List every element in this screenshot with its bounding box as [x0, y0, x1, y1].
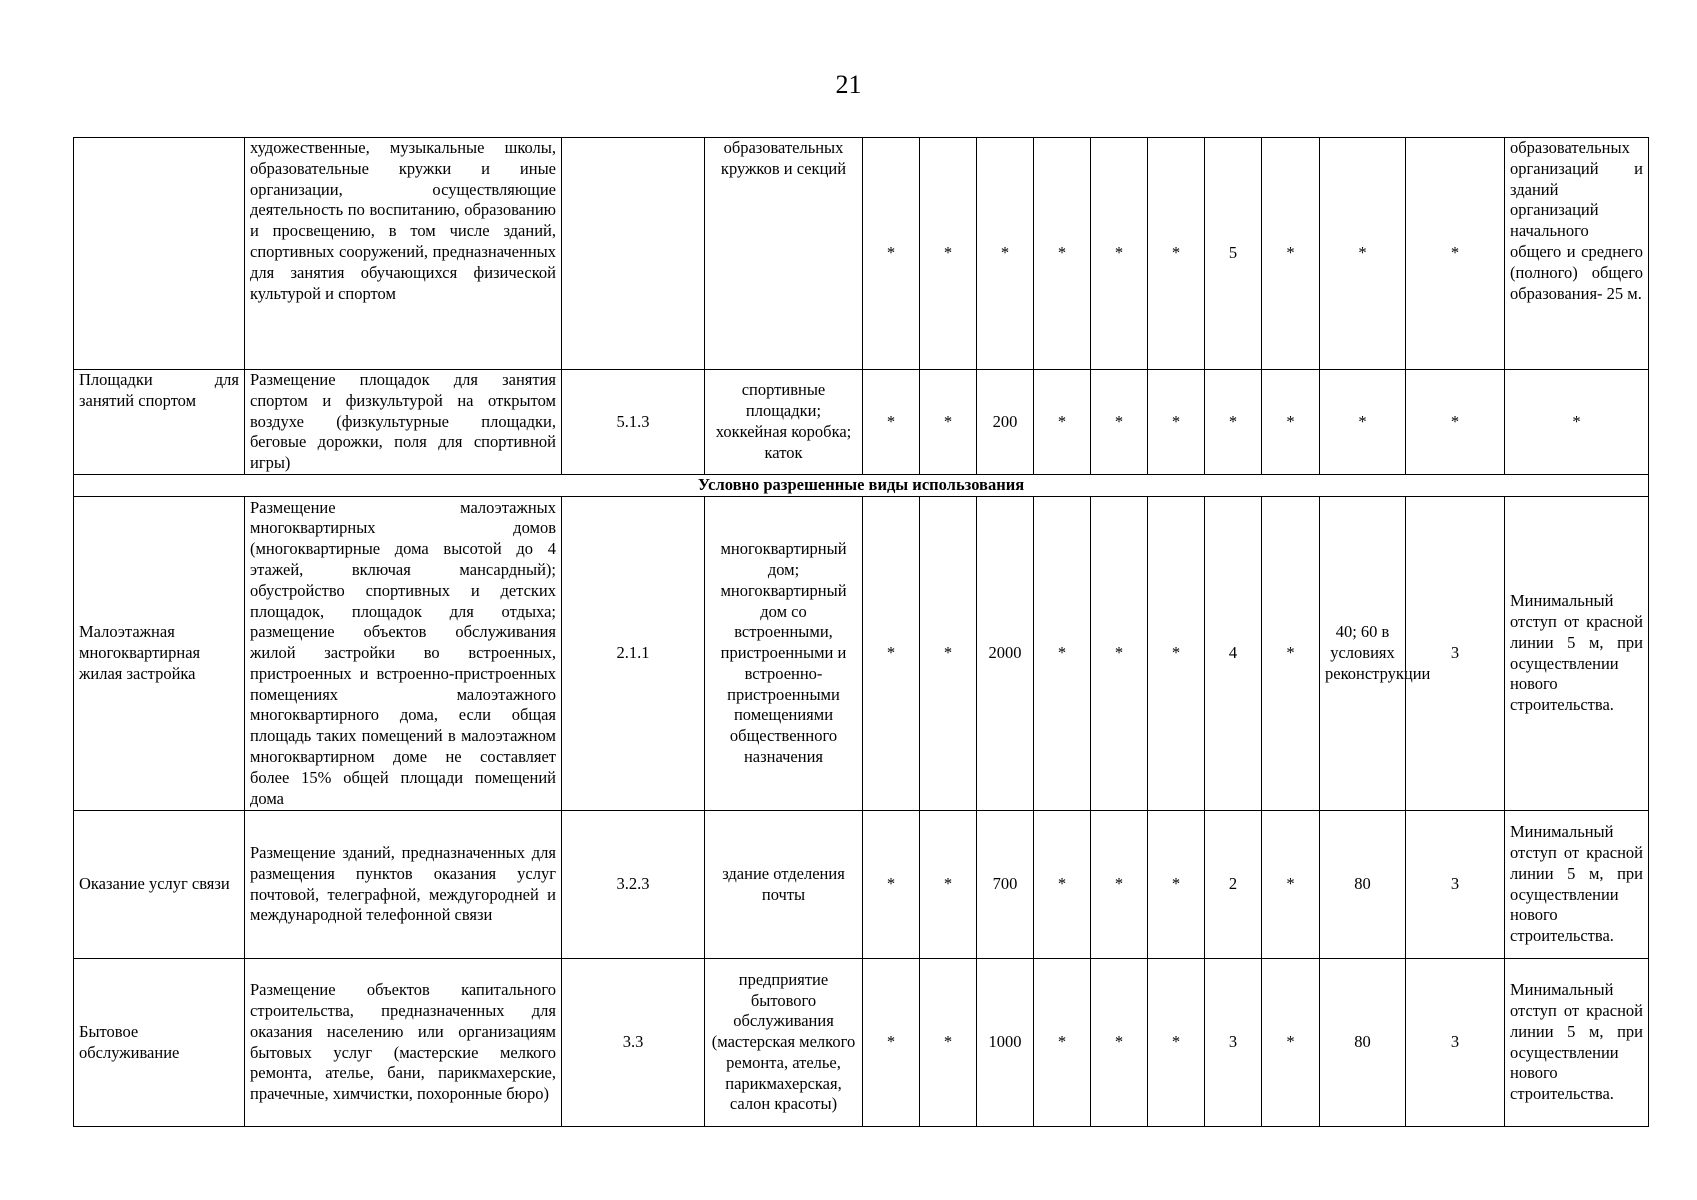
param-cell: * — [1262, 959, 1320, 1127]
table-row — [74, 138, 1649, 370]
param-cell: * — [1262, 138, 1320, 370]
object-type-cell: спортивные площадки; хоккейная коробка; каток — [705, 370, 863, 475]
param-cell: * — [920, 370, 977, 475]
object-type-cell: образовательных кружков и секций — [705, 138, 863, 370]
param-cell: * — [1091, 497, 1148, 811]
param-cell: * — [1034, 138, 1091, 370]
zoning-regulations-table — [73, 137, 1649, 1127]
param-cell: 3 — [1205, 959, 1262, 1127]
param-cell: * — [863, 497, 920, 811]
param-cell: * — [1406, 370, 1505, 475]
param-cell: * — [863, 959, 920, 1127]
table-row — [74, 497, 1649, 811]
param-cell: * — [863, 370, 920, 475]
use-code-cell: 5.1.3 — [562, 370, 705, 475]
param-cell: 4 — [1205, 497, 1262, 811]
param-cell: * — [1091, 811, 1148, 959]
param-cell: * — [1320, 138, 1406, 370]
use-code-cell: 2.1.1 — [562, 497, 705, 811]
param-cell: 3 — [1406, 811, 1505, 959]
use-code-cell: 3.3 — [562, 959, 705, 1127]
restrictions-cell: * — [1505, 370, 1649, 475]
param-cell: 3 — [1406, 959, 1505, 1127]
use-description-cell: Размещение зданий, предназначенных для размещения пунктов оказания услуг почтовой, телеграфной, междугородней и международной телефонной связи — [245, 811, 562, 959]
param-cell: 2000 — [977, 497, 1034, 811]
param-cell: 3 — [1406, 497, 1505, 811]
restrictions-cell: Минимальный отступ от красной линии 5 м, при осуществлении нового строительства. — [1505, 497, 1649, 811]
param-cell: * — [920, 959, 977, 1127]
param-cell: * — [920, 497, 977, 811]
param-cell: * — [1148, 811, 1205, 959]
param-cell: * — [1205, 370, 1262, 475]
object-type-cell: здание отделения почты — [705, 811, 863, 959]
restrictions-cell: Минимальный отступ от красной линии 5 м, при осуществлении нового строительства. — [1505, 811, 1649, 959]
param-cell: * — [920, 811, 977, 959]
param-cell: * — [1406, 138, 1505, 370]
param-cell: 80 — [1320, 959, 1406, 1127]
table-row — [74, 811, 1649, 959]
section-header-row — [74, 475, 1649, 497]
use-name-cell: Малоэтажная многоквартирная жилая застройка — [74, 497, 245, 811]
table-row — [74, 959, 1649, 1127]
param-cell: * — [1034, 959, 1091, 1127]
use-name-cell — [74, 138, 245, 370]
table-row — [74, 370, 1649, 475]
use-code-cell — [562, 138, 705, 370]
use-description-cell: художественные, музыкальные школы, образовательные кружки и иные организации, осуществляющие деятельность по воспитанию, образованию и просвещению, в том числе зданий, спортивных сооружений, предназначенных для занятия обучающихся физической культурой и спортом — [245, 138, 562, 370]
use-description-cell: Размещение площадок для занятия спортом и физкультурой на открытом воздухе (физкультурные площадки, беговые дорожки, поля для спортивной игры) — [245, 370, 562, 475]
param-cell: * — [863, 138, 920, 370]
param-cell: 700 — [977, 811, 1034, 959]
param-cell: * — [1034, 811, 1091, 959]
param-cell: * — [1148, 959, 1205, 1127]
param-cell: 5 — [1205, 138, 1262, 370]
use-description-cell: Размещение объектов капитального строительства, предназначенных для оказания населению или организациям бытовых услуг (мастерские мелкого ремонта, ателье, бани, парикмахерские, прачечные, химчистки, похоронные бюро) — [245, 959, 562, 1127]
param-cell: * — [1148, 370, 1205, 475]
use-name-cell: Оказание услуг связи — [74, 811, 245, 959]
object-type-cell: многоквартирный дом; многоквартирный дом со встроенными, пристроенными и встроенно-пристроенными помещениями общественного назначения — [705, 497, 863, 811]
restrictions-cell: Минимальный отступ от красной линии 5 м, при осуществлении нового строительства. — [1505, 959, 1649, 1127]
param-cell: * — [1091, 138, 1148, 370]
param-cell: 40; 60 в условиях реконструкции — [1320, 497, 1406, 811]
param-cell: 1000 — [977, 959, 1034, 1127]
use-code-cell: 3.2.3 — [562, 811, 705, 959]
param-cell: * — [1262, 370, 1320, 475]
param-cell: * — [1034, 370, 1091, 475]
use-name-cell: Бытовое обслуживание — [74, 959, 245, 1127]
page-number: 21 — [835, 70, 862, 99]
section-header: Условно разрешенные виды использования — [74, 475, 1649, 497]
param-cell: * — [1148, 497, 1205, 811]
param-cell: * — [977, 138, 1034, 370]
param-cell: * — [1262, 497, 1320, 811]
param-cell: * — [1148, 138, 1205, 370]
param-cell: 200 — [977, 370, 1034, 475]
param-cell: * — [1262, 811, 1320, 959]
use-name-cell: Площадки для занятий спортом — [74, 370, 245, 475]
param-cell: * — [863, 811, 920, 959]
param-cell: * — [1091, 370, 1148, 475]
param-cell: 80 — [1320, 811, 1406, 959]
object-type-cell: предприятие бытового обслуживания (мастерская мелкого ремонта, ателье, парикмахерская, салон красоты) — [705, 959, 863, 1127]
param-cell: * — [1320, 370, 1406, 475]
param-cell: 2 — [1205, 811, 1262, 959]
restrictions-cell: образовательных организаций и зданий организаций начального общего и среднего (полного) общего образования- 25 м. — [1505, 138, 1649, 370]
param-cell: * — [920, 138, 977, 370]
param-cell: * — [1034, 497, 1091, 811]
use-description-cell: Размещение малоэтажных многоквартирных домов (многоквартирные дома высотой до 4 этажей, включая мансардный); обустройство спортивных и детских площадок, площадок для отдыха; размещение объектов обслуживания жилой застройки во встроенных, пристроенных и встроенно-пристроенных помещениях малоэтажного многоквартирного дома, если общая площадь таких помещений в малоэтажном многоквартирном доме не составляет более 15% общей площади помещений дома — [245, 497, 562, 811]
param-cell: * — [1091, 959, 1148, 1127]
